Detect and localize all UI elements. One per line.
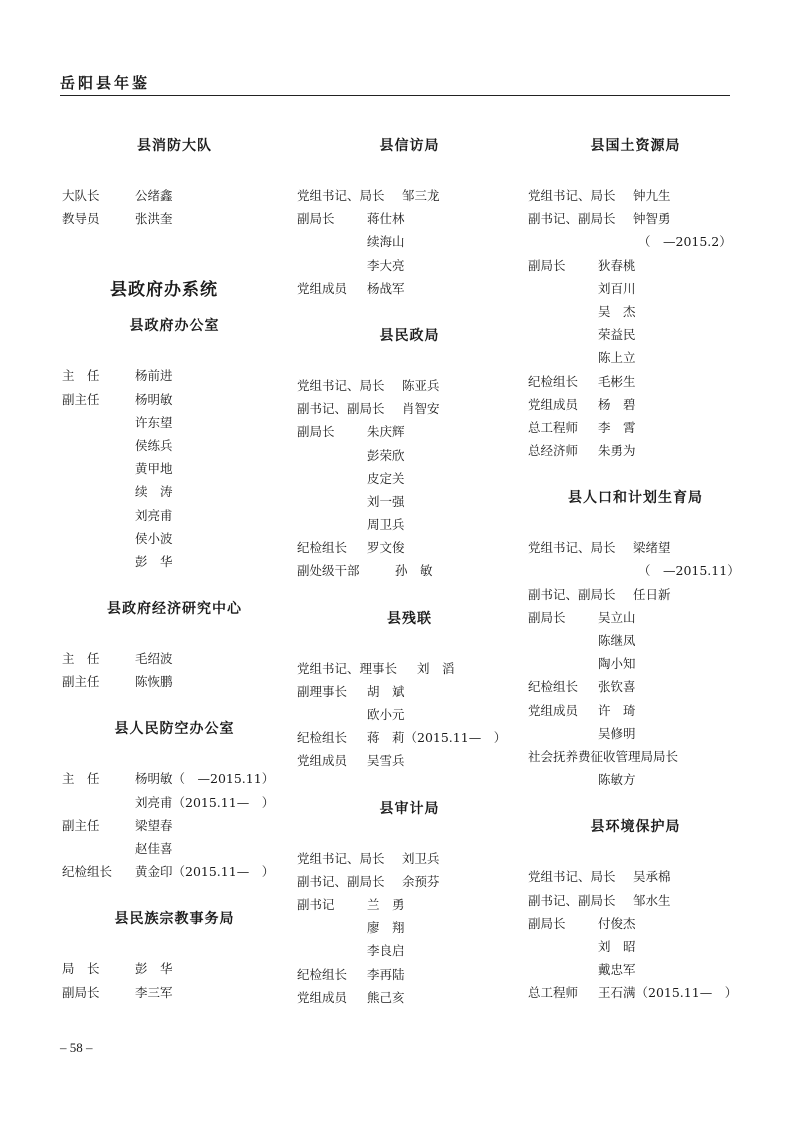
person-name: 张洪奎: [135, 211, 173, 227]
person-name: 胡 斌: [367, 683, 405, 699]
person-name: 吴 杰: [598, 303, 636, 319]
staff-entry: [528, 254, 743, 277]
person-name: 陈恢鹏: [135, 674, 173, 690]
person-name: 李大亮: [367, 257, 405, 273]
position-title: 副局长: [297, 424, 335, 440]
person-name: 黄金印（2015.11— ）: [135, 864, 275, 880]
position-title: 纪检组长: [297, 966, 348, 982]
position-title: 党组书记、局长: [528, 188, 616, 203]
person-name: 荣益民: [598, 327, 636, 343]
person-name: 李三军: [135, 984, 173, 1000]
position-title: 党组成员: [528, 702, 579, 718]
person-name: 彭 华: [135, 961, 173, 977]
person-name: 侯练兵: [135, 437, 173, 453]
staff-entry: [62, 767, 287, 790]
section-title: 县人民防空办公室: [114, 721, 235, 738]
staff-entry: [528, 184, 743, 207]
person-name: 廖 翔: [367, 920, 405, 936]
staff-list: [62, 957, 287, 1003]
staff-list: [297, 847, 522, 1009]
staff-entry: [528, 277, 743, 300]
person-name: 杨明敏: [135, 391, 173, 407]
staff-entry: [528, 745, 743, 768]
staff-entry: [528, 536, 743, 559]
staff-entry: [528, 230, 743, 253]
staff-entry: [62, 550, 287, 573]
position-title: 副书记、副局长: [528, 586, 616, 602]
person-name: 续海山: [367, 234, 405, 250]
staff-entry: [297, 986, 522, 1009]
staff-entry: [528, 652, 743, 675]
staff-entry: [62, 860, 287, 883]
staff-entry: [62, 411, 287, 434]
person-name: 兰 勇: [367, 896, 405, 912]
unit-section: [297, 609, 522, 773]
person-name: 赵佳喜: [135, 841, 173, 856]
position-title: 党组成员: [528, 396, 579, 412]
system-title: 县政府办系统: [110, 280, 218, 301]
person-name: 皮定关: [367, 470, 405, 486]
person-name: （ —2015.11）: [638, 563, 740, 579]
person-name: 狄春桃: [598, 257, 636, 273]
person-name: 钟智勇: [633, 211, 671, 227]
staff-entry: [297, 536, 522, 559]
staff-entry: [528, 300, 743, 323]
position-title: 总工程师: [528, 985, 579, 1001]
person-name: 彭 华: [135, 553, 173, 569]
staff-entry: [528, 865, 743, 888]
unit-section: [528, 817, 743, 1004]
unit-section: [528, 136, 743, 462]
person-name: 吴立山: [598, 609, 636, 625]
position-title: 副书记、副局长: [528, 211, 616, 227]
position-title: 副局长: [528, 609, 566, 625]
system-heading-block: [62, 278, 287, 302]
position-title: 纪检组长: [528, 679, 579, 695]
person-name: 侯小波: [135, 530, 173, 546]
person-name: 公绪鑫: [135, 188, 173, 203]
section-title: 县民族宗教事务局: [114, 911, 235, 928]
person-name: 毛彬生: [598, 373, 636, 389]
section-title: 县残联: [387, 610, 432, 627]
position-title: 教导员: [62, 211, 100, 227]
position-title: 副主任: [62, 817, 100, 833]
position-title: 副书记、副局长: [297, 873, 385, 889]
unit-section: [297, 326, 522, 583]
staff-entry: [528, 393, 743, 416]
staff-entry: [297, 467, 522, 490]
person-name: 李 霄: [598, 419, 636, 435]
staff-entry: [297, 749, 522, 772]
staff-entry: [528, 958, 743, 981]
person-name: 陶小知: [598, 656, 636, 672]
position-title: 副主任: [62, 674, 100, 690]
person-name: 杨战军: [367, 280, 405, 296]
staff-entry: [62, 504, 287, 527]
person-name: 付俊杰: [598, 915, 636, 931]
person-name: 蒋 莉（2015.11— ）: [367, 730, 507, 746]
staff-list: [528, 536, 743, 791]
position-title: 副书记、副局长: [528, 892, 616, 908]
unit-section: [62, 316, 287, 573]
staff-entry: [528, 889, 743, 912]
staff-entry: [297, 916, 522, 939]
staff-entry: [62, 207, 287, 230]
position-title: 主 任: [62, 368, 100, 384]
position-title: 社会抚养费征收管理局局长: [528, 748, 679, 764]
staff-entry: [62, 670, 287, 693]
section-title: 县审计局: [379, 800, 440, 817]
staff-entry: [297, 490, 522, 513]
person-name: 陈敏方: [598, 772, 636, 788]
position-title: 纪检组长: [62, 864, 113, 880]
staff-entry: [62, 457, 287, 480]
person-name: 刘百川: [598, 280, 636, 296]
position-title: 纪检组长: [297, 730, 348, 746]
staff-entry: [297, 254, 522, 277]
person-name: 许东望: [135, 414, 173, 430]
position-title: 党组成员: [297, 280, 348, 296]
staff-list: [297, 374, 522, 583]
person-name: 周卫兵: [367, 517, 405, 533]
staff-entry: [62, 837, 287, 860]
position-title: 党组书记、局长: [297, 850, 385, 866]
unit-section: [62, 719, 287, 883]
section-title: 县政府经济研究中心: [107, 601, 242, 618]
position-title: 党组书记、理事长: [297, 660, 398, 676]
person-name: 吴承棉: [633, 869, 671, 885]
staff-entry: [528, 583, 743, 606]
staff-entry: [62, 388, 287, 411]
staff-entry: [297, 847, 522, 870]
person-name: 梁望春: [135, 817, 173, 833]
staff-entry: [528, 935, 743, 958]
staff-entry: [62, 364, 287, 387]
staff-entry: [528, 722, 743, 745]
person-name: 黄甲地: [135, 461, 173, 477]
staff-entry: [528, 699, 743, 722]
person-name: 杨前进: [135, 368, 173, 384]
staff-entry: [62, 647, 287, 670]
person-name: 钟九生: [633, 188, 671, 203]
person-name: 戴忠军: [598, 962, 636, 978]
position-title: 纪检组长: [297, 540, 348, 556]
staff-entry: [62, 527, 287, 550]
person-name: 毛绍波: [135, 651, 173, 667]
staff-entry: [297, 513, 522, 536]
position-title: 副书记、副局长: [297, 401, 385, 417]
person-name: 彭荣欣: [367, 447, 405, 463]
staff-list: [297, 657, 522, 773]
person-name: 陈亚兵: [402, 377, 440, 393]
position-title: 主 任: [62, 771, 100, 787]
section-title: 县人口和计划生育局: [568, 490, 703, 507]
staff-entry: [62, 957, 287, 980]
person-name: 许 琦: [598, 702, 636, 718]
staff-entry: [528, 346, 743, 369]
person-name: 任日新: [633, 586, 671, 602]
position-title: 局 长: [62, 961, 100, 977]
position-title: 党组书记、局长: [528, 869, 616, 885]
person-name: 李良启: [367, 943, 405, 959]
staff-entry: [297, 870, 522, 893]
staff-entry: [297, 703, 522, 726]
staff-entry: [528, 207, 743, 230]
person-name: 刘 滔: [417, 660, 455, 676]
person-name: 梁绪望: [633, 540, 671, 556]
person-name: 王石满（2015.11— ）: [598, 985, 738, 1001]
column-left: [62, 136, 287, 1004]
person-name: （ —2015.2）: [638, 234, 732, 250]
staff-entry: [528, 439, 743, 462]
position-title: 党组成员: [297, 753, 348, 769]
person-name: 朱庆辉: [367, 424, 405, 440]
staff-entry: [297, 726, 522, 749]
section-title: 县消防大队: [137, 138, 212, 154]
person-name: 刘亮甫: [135, 507, 173, 523]
staff-entry: [62, 434, 287, 457]
staff-entry: [528, 323, 743, 346]
person-name: 朱勇为: [598, 443, 636, 459]
person-name: 邹水生: [633, 892, 671, 908]
staff-entry: [528, 981, 743, 1004]
staff-entry: [528, 559, 743, 582]
staff-list: [528, 184, 743, 462]
person-name: 刘亮甫（2015.11— ）: [135, 794, 275, 810]
staff-entry: [297, 277, 522, 300]
staff-entry: [62, 814, 287, 837]
unit-section: [62, 599, 287, 693]
position-title: 副局长: [528, 257, 566, 273]
section-title: 县政府办公室: [129, 318, 220, 335]
section-title: 县民政局: [379, 327, 440, 344]
position-title: 副局长: [62, 984, 100, 1000]
staff-entry: [297, 559, 522, 582]
staff-entry: [297, 939, 522, 962]
section-title: 县信访局: [379, 138, 440, 154]
person-name: 熊己亥: [367, 989, 405, 1005]
person-name: 续 涛: [135, 484, 173, 500]
section-title: 县环境保护局: [590, 819, 681, 836]
staff-entry: [297, 680, 522, 703]
staff-entry: [297, 893, 522, 916]
person-name: 杨 碧: [598, 396, 636, 412]
position-title: 纪检组长: [528, 373, 579, 389]
page-number: – 58 –: [60, 1040, 93, 1055]
section-title: 县国土资源局: [590, 138, 681, 154]
staff-list: [62, 364, 287, 573]
staff-entry: [528, 912, 743, 935]
staff-entry: [528, 416, 743, 439]
staff-entry: [528, 629, 743, 652]
person-name: 吴修明: [598, 725, 636, 741]
position-title: 副理事长: [297, 683, 348, 699]
staff-entry: [297, 444, 522, 467]
position-title: 党组书记、局长: [297, 377, 385, 393]
position-title: 副局长: [528, 915, 566, 931]
position-title: 党组书记、局长: [297, 188, 385, 203]
person-name: 欧小元: [367, 707, 405, 722]
staff-entry: [62, 184, 287, 207]
unit-section: [297, 136, 522, 300]
staff-entry: [297, 657, 522, 680]
position-title: 主 任: [62, 651, 100, 667]
column-right: [528, 136, 743, 1004]
position-title: 副处级干部: [297, 563, 360, 579]
staff-entry: [297, 230, 522, 253]
header-rule: [60, 95, 730, 96]
person-name: 吴雪兵: [367, 753, 405, 769]
staff-entry: [528, 675, 743, 698]
staff-list: [62, 767, 287, 883]
staff-entry: [297, 184, 522, 207]
staff-entry: [62, 981, 287, 1004]
person-name: 孙 敏: [395, 563, 433, 579]
unit-section: [297, 799, 522, 1009]
position-title: 大队长: [62, 188, 100, 203]
staff-entry: [297, 963, 522, 986]
person-name: 李再陆: [367, 966, 405, 982]
staff-entry: [62, 480, 287, 503]
staff-entry: [528, 606, 743, 629]
staff-list: [528, 865, 743, 1004]
staff-entry: [297, 397, 522, 420]
position-title: 总经济师: [528, 443, 579, 459]
staff-entry: [297, 207, 522, 230]
person-name: 余预芬: [402, 873, 440, 889]
staff-list: [62, 184, 287, 230]
staff-entry: [297, 374, 522, 397]
position-title: 总工程师: [528, 419, 579, 435]
running-head-title: 岳阳县年鉴: [60, 74, 151, 92]
position-title: 副主任: [62, 391, 100, 407]
person-name: 邹三龙: [402, 188, 440, 203]
person-name: 杨明敏（ —2015.11）: [135, 771, 275, 787]
position-title: 副书记: [297, 896, 335, 912]
unit-section: [62, 909, 287, 1003]
staff-entry: [528, 370, 743, 393]
staff-list: [297, 184, 522, 300]
position-title: 党组书记、局长: [528, 540, 616, 556]
person-name: 陈继凤: [598, 633, 636, 648]
person-name: 张钦喜: [598, 679, 636, 695]
person-name: 蒋仕林: [367, 211, 405, 227]
person-name: 陈上立: [598, 350, 636, 366]
person-name: 刘 昭: [598, 938, 636, 954]
person-name: 肖智安: [402, 401, 440, 417]
position-title: 党组成员: [297, 989, 348, 1005]
person-name: 刘一强: [367, 493, 405, 509]
staff-entry: [528, 768, 743, 791]
unit-section: [62, 136, 287, 230]
unit-section: [528, 488, 743, 791]
column-middle: [297, 136, 522, 1009]
staff-entry: [62, 791, 287, 814]
person-name: 罗文俊: [367, 540, 405, 556]
position-title: 副局长: [297, 211, 335, 227]
staff-entry: [297, 420, 522, 443]
staff-list: [62, 647, 287, 693]
person-name: 刘卫兵: [402, 850, 440, 866]
